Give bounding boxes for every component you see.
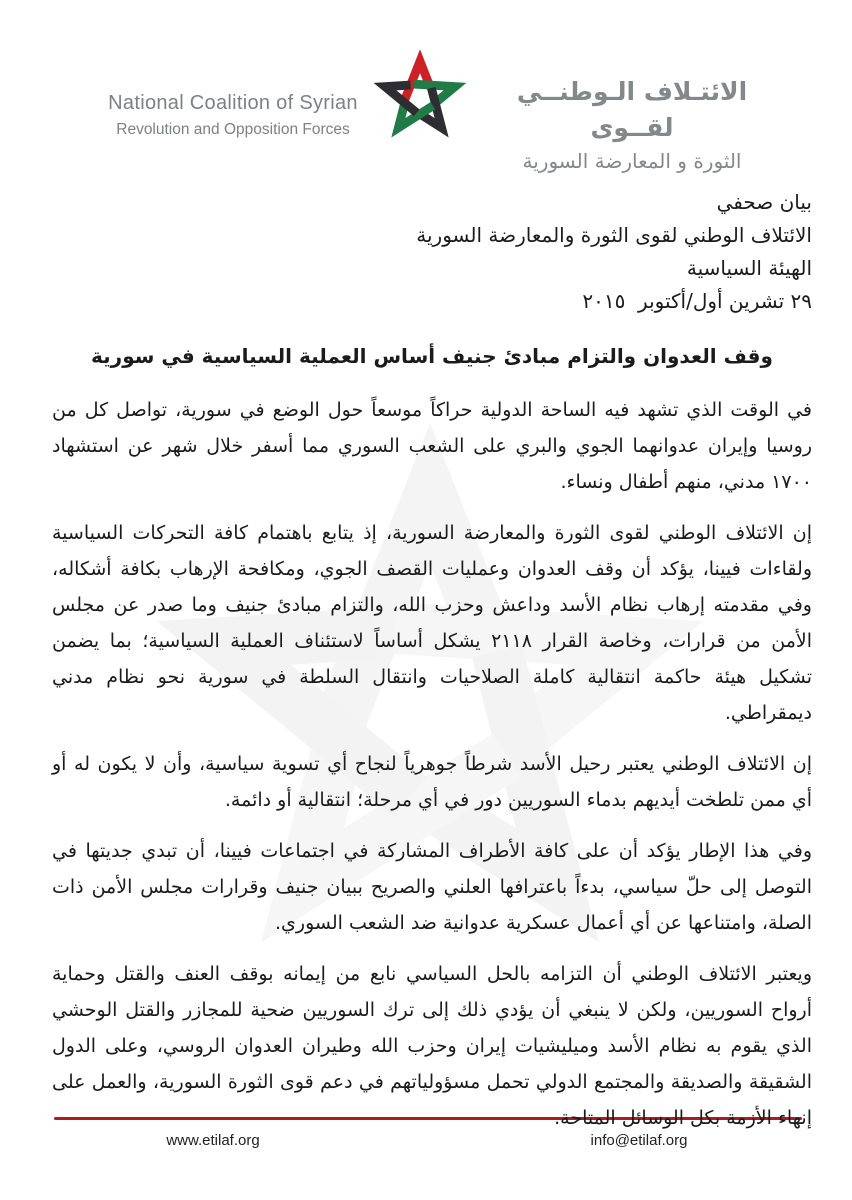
org-name-english-line2: Revolution and Opposition Forces [116, 121, 350, 138]
paragraph-3: إن الائتلاف الوطني يعتبر رحيل الأسد شرطاً جوهرياً لنجاح أي تسوية سياسية، وأن لا يكون له أو أي ممن تلطخت أيديهم بدماء السوريين دور في أي مرحلة؛ انتقالية أو دائمة. [52, 753, 812, 811]
issuing-body: الهيئة السياسية [686, 256, 812, 280]
document-date: ٢٩ تشرين أول/أكتوبر ٢٠١٥ [582, 289, 812, 313]
org-name-arabic-line2: الثورة و المعارضة السورية [522, 149, 742, 173]
footer-website-link[interactable]: www.etilaf.org [166, 1132, 260, 1149]
issuing-organization: الائتلاف الوطني لقوى الثورة والمعارضة السورية [416, 223, 812, 247]
paragraph-1: في الوقت الذي تشهد فيه الساحة الدولية حراكاً موسعاً حول الوضع في سورية، تواصل كل من روسيا وإيران عدوانهما الجوي والبري على الشعب السوري مما أسفر خلال شهر عن استشهاد ١٧٠٠ مدني، منهم أطفال ونساء. [52, 399, 812, 493]
paragraph-5: ويعتبر الائتلاف الوطني أن التزامه بالحل السياسي نابع من إيمانه بوقف العنف والقتل وحماية أرواح السوريين، ولكن لا ينبغي أن يؤدي ذلك إلى ترك السوريين ضحية للمجازر والقتل الوحشي الذي يقوم به نظام الأسد وميليشيات إيران وحزب الله وطيران العدوان الروسي، وعلى الدول الشقيقة والصديقة والمجتمع الدولي تحمل مسؤولياتهم في دعم قوى الثورة السورية، والعمل على إنهاء الأزمة بكل الوسائل المتاحة. [52, 963, 812, 1129]
document-type: بيان صحفي [716, 190, 812, 214]
coalition-star-logo-icon [364, 40, 476, 156]
document-meta [52, 186, 812, 318]
paragraph-2: إن الائتلاف الوطني لقوى الثورة والمعارضة السورية، إذ يتابع باهتمام كافة التحركات السياسية ولقاءات فيينا، يؤكد أن وقف العدوان وعمليات القصف الجوي، ومكافحة الإرهاب بكافة أشكاله، وفي مقدمته إرهاب نظام الأسد وداعش وحزب الله، والتزام مبادئ جنيف وما صدر عن مجلس الأمن من قرارات، وخاصة القرار ٢١١٨ يشكل أساساً لاستئناف العملية السياسية؛ بما يضمن تشكيل هيئة حاكمة انتقالية كاملة الصلاحيات وانتقال السلطة في سورية نحو نظام مدني ديمقراطي. [52, 522, 813, 724]
document-title: وقف العدوان والتزام مبادئ جنيف أساس العملية السياسية في سورية [91, 344, 773, 368]
footer-email-link[interactable]: info@etilaf.org [590, 1132, 688, 1149]
body-paragraphs [52, 392, 812, 1136]
org-name-english [88, 88, 378, 142]
org-name-english-line1: National Coalition of Syrian [108, 92, 358, 114]
org-name-arabic-line1: الائتـلاف الـوطنــي لقــوى [516, 77, 748, 142]
org-name-arabic [486, 74, 778, 176]
paragraph-4: وفي هذا الإطار يؤكد أن على كافة الأطراف المشاركة في اجتماعات فيينا، أن تبدي جديتها في التوصل إلى حلّ سياسي، بدءاً باعترافها العلني والصريح ببيان جنيف وقرارات مجلس الأمن ذات الصلة، وامتناعها عن أي أعمال عسكرية عدوانية ضد الشعب السوري. [52, 840, 812, 934]
